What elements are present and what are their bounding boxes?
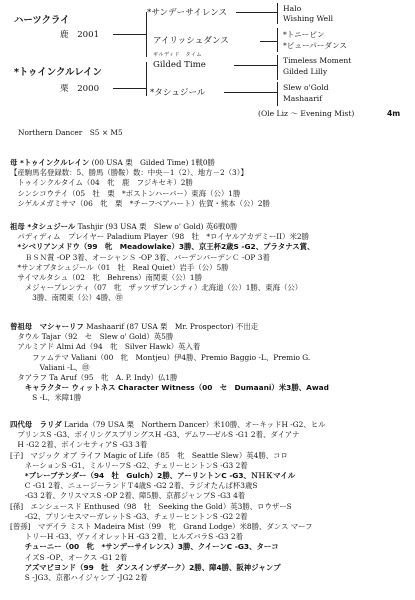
sire-meta: 鹿 2001 bbox=[60, 30, 100, 40]
great-granddam-heading: 曾祖母 マシャーリフ bbox=[10, 322, 84, 331]
ss-sire: Halo bbox=[283, 4, 302, 13]
dam-line: シゲルメガミサマ（06 牝 栗 *チーフベアハート）佐賀・熊本（公）2勝 bbox=[10, 198, 270, 208]
great-granddam-line: S -L、米障1勝 bbox=[10, 393, 82, 403]
pedigree-footnote-num: 4m bbox=[387, 109, 401, 118]
fourth-dam-line: Larida（79 USA 栗 Northern Dancer）米10勝、オーキッドH -G2、ヒル bbox=[64, 420, 326, 429]
ss-dam: Wishing Well bbox=[283, 14, 334, 23]
dam-heading-rest: (00 USA 栗 Gilded Time) 1戦0勝 bbox=[91, 158, 215, 167]
dam-section bbox=[10, 158, 410, 209]
fourth-dam-line: トリーH -G3、ヴァイオレットH -G3 2着、ヒルズバラS -G3 2着 bbox=[10, 532, 244, 542]
ss2-sire: *トニービン bbox=[283, 30, 325, 39]
granddam-section bbox=[10, 222, 410, 304]
fourth-dam-section bbox=[10, 420, 412, 583]
dd-sire: Slew o'Gold bbox=[283, 83, 329, 92]
fourth-dam-line: H -G2 2着、ボインセティアS -G3 3着 bbox=[10, 440, 148, 450]
fourth-dam-line: *ブレーブテンダー（94 牡 Gulch）2勝、アーリントンC -G3、ＮＨＫマイル bbox=[10, 471, 296, 481]
pedigree-footnote: (Ole Liz ～ Evening Mist) bbox=[258, 109, 355, 118]
fourth-dam-heading: 四代母 ラリダ bbox=[10, 420, 62, 429]
dam-name: *トゥインクルレイン bbox=[14, 67, 102, 78]
ds-name: Gilded Time bbox=[153, 60, 206, 70]
granddam-line: ＢＳＮ賞 -OP 3着、オーシャンＳ -OP 3着、バーデンバーデンＣ -OP 3着 bbox=[10, 252, 270, 262]
great-granddam-section bbox=[10, 322, 410, 404]
fourth-dam-line: ネーションS -G1、ミルリーフS -G2、チェリーヒントンS -G3 2着 bbox=[10, 460, 248, 470]
great-granddam-heading-rest: Mashaarif (87 USA 栗 Mr. Prospector) 不出走 bbox=[86, 322, 259, 331]
granddam-line: *シベリアンメドウ（99 牝 Meadowlake）3勝、京王杯2歳S -G2、プラタナス賞、 bbox=[10, 242, 315, 252]
dam-line: シンシコウテイ（05 牡 栗 *ボストンハーバー）東海（公）1勝 bbox=[10, 188, 241, 198]
great-granddam-line: Valiani -L、㊞ bbox=[10, 362, 90, 372]
fourth-dam-line: [子] マジック オブ ライフ Magic of Life（85 牝 Seattle Slew）英4勝、コロ bbox=[10, 450, 288, 460]
fourth-dam-line: [孫] エンシュースド Enthused（98 牡 Seeking the Gold）英3勝、ロウザーS bbox=[10, 501, 292, 511]
dam-line: トゥインクルタイム（04 牝 鹿 フジキセキ）2勝 bbox=[10, 178, 193, 188]
great-granddam-line: ファムテマ Valiani（00 牝 Montjeu）伊4勝、Premio Baggio -L、Premio G. bbox=[10, 352, 311, 362]
granddam-line: パディディム プレイヤー Paladium Player（98 牡 *ロイヤルアカデミーII）米2勝 bbox=[10, 232, 309, 242]
great-granddam-line: アルミアド Almi Ad（94 牝 Silver Hawk）英入着 bbox=[10, 342, 201, 352]
fourth-dam-line: S -JG3、京都ハイジャンプ -JG2 2着 bbox=[10, 573, 148, 583]
great-granddam-line: タアラフ Ta Aruf（95 牝 A. P. Indy）仏1勝 bbox=[10, 373, 178, 383]
inbreeding-note: Northern Dancer S5 × M5 bbox=[18, 128, 123, 137]
great-granddam-line: キャラクター ウィットネス Character Witness（00 セ Dumaani）米3勝、Awad bbox=[10, 383, 329, 393]
fourth-dam-line: C -G1 2着、ニュージーランドＴ4歳S -G2 2着、ラジオたんぱ杯3歳S bbox=[10, 481, 258, 491]
granddam-line: サイマルタシュ（02 牝 Behrens）南関東（公）1勝 bbox=[10, 273, 202, 283]
granddam-heading: 祖母 *タシュジール bbox=[10, 222, 76, 231]
ds-sire: Timeless Moment bbox=[283, 56, 352, 65]
dam-meta: 栗 2000 bbox=[60, 84, 100, 94]
fourth-dam-line: アズマビヨンド（99 牡 ダンスインザダーク）2勝、障4勝、阪神ジャンプ bbox=[10, 562, 281, 572]
granddam-line: 3勝、南関東（公）4勝、㊞ bbox=[10, 293, 123, 303]
fourth-dam-line: [曾孫] マデイラ ミスト Madeira Mist（99 牝 Grand Lodge）米8勝、ダンス マーフ bbox=[10, 522, 313, 532]
granddam-line: メジャープレンティ（07 牝 ザッツザプレンティ）北海道（公）1勝、東海（公） bbox=[10, 283, 303, 293]
ss2-name: アイリッシュダンス bbox=[153, 36, 229, 46]
fourth-dam-line: チューニー（00 牝 *サンデーサイレンス）3勝、クイーンC -G3、ターコ bbox=[10, 542, 279, 552]
ds-ruby: ギルディド タイム bbox=[153, 52, 202, 58]
fourth-dam-line: -G3 2着、クリスマスS -OP 2着、障5勝、京都ジャンプS -G3 4着 bbox=[10, 491, 246, 501]
sire-name: ハーツクライ bbox=[14, 15, 70, 26]
fourth-dam-line: -G2、プリンセスマーガレットS -G3、チェリーヒントンS -G2 2着 bbox=[10, 511, 248, 521]
fourth-dam-line: プリンスS -G3、ボイリングスプリングスH -G3、デムワーゼルS -G1 2着、ダイアナ bbox=[10, 430, 300, 440]
dd-name: *タシュジール bbox=[150, 88, 206, 98]
dam-heading: 母 *トゥインクルレイン bbox=[10, 158, 90, 167]
granddam-heading-rest: Tashjir (93 USA 栗 Slew o' Gold) 英6戦0勝 bbox=[77, 222, 238, 231]
ss-name: *サンデーサイレンス bbox=[147, 8, 228, 18]
granddam-line: *サンオブタシュジール（01 牡 Real Quiet）岩手（公）5勝 bbox=[10, 262, 229, 272]
dam-line: 【産駒馬名登録数：5、勝馬（勝鞍）数：中央－1（2）、地方－2（3）】 bbox=[10, 168, 248, 178]
ds-dam: Gilded Lilly bbox=[283, 67, 328, 76]
dd-dam: Mashaarif bbox=[283, 94, 323, 103]
ss2-dam: *ビューパーダンス bbox=[283, 41, 348, 50]
fourth-dam-line: イズS -OP、オークス -G1 2着 bbox=[10, 552, 128, 562]
great-granddam-line: タウル Tajar（92 セ Slew o' Gold）英5勝 bbox=[10, 332, 174, 342]
